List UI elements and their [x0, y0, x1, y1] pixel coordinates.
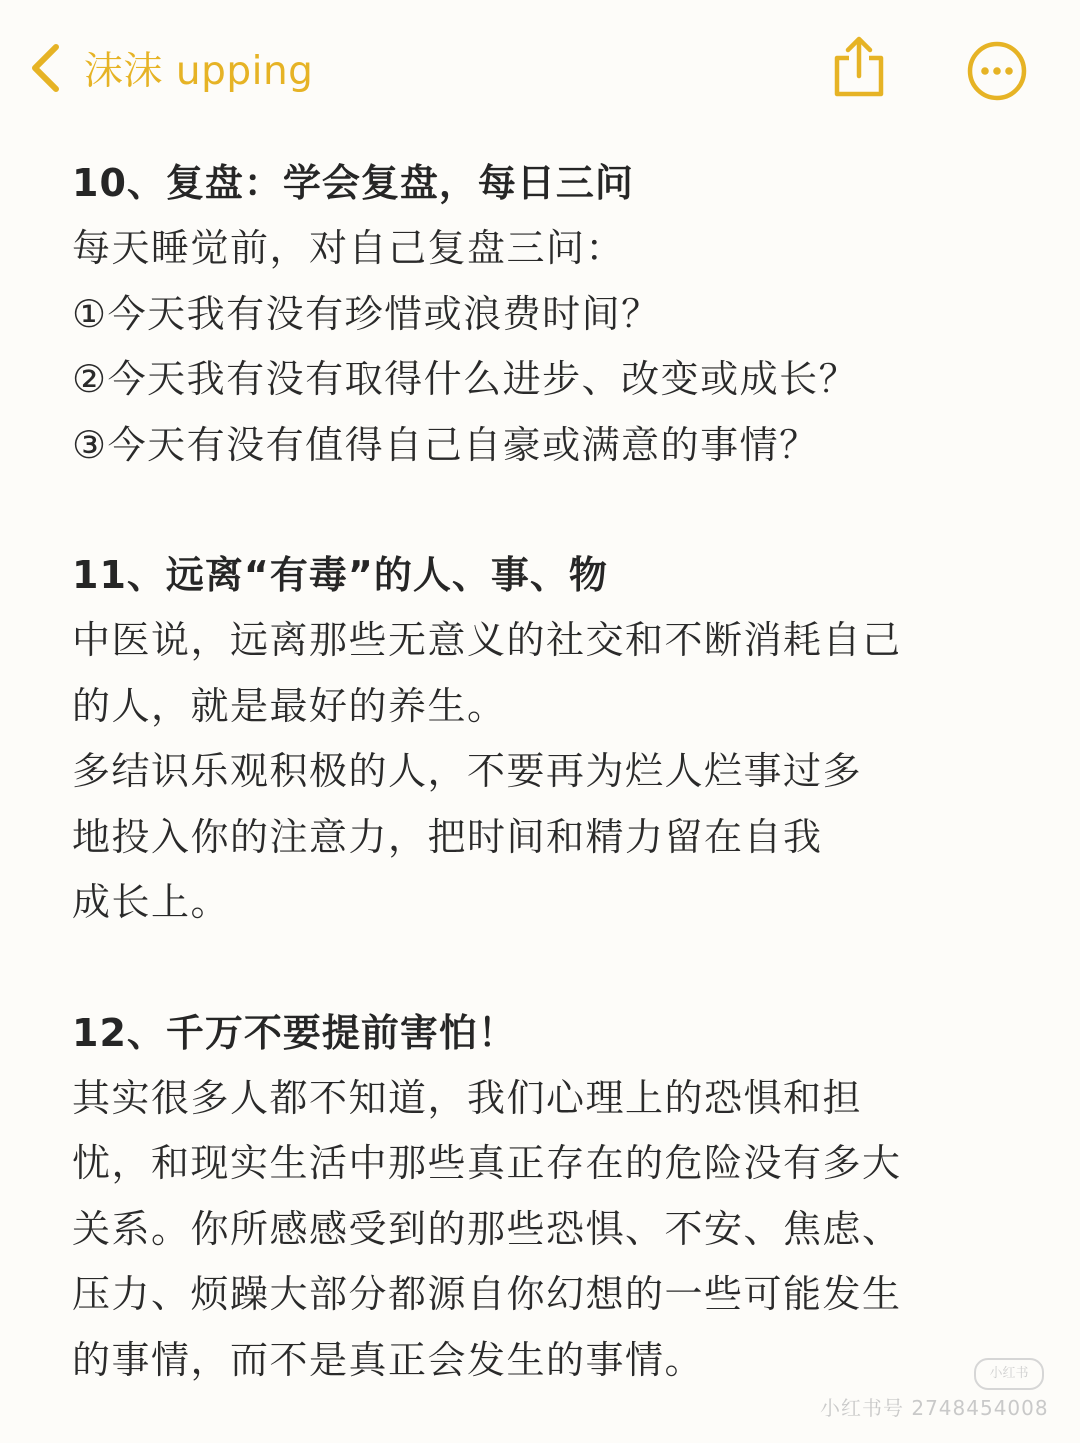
text-line: ①今天我有没有珍惜或浪费时间？	[72, 291, 661, 336]
text-line: 地投入你的注意力，把时间和精力留在自我	[72, 814, 823, 859]
text-line: 压力、烦躁大部分都源自你幻想的一些可能发生	[72, 1272, 902, 1316]
text-line: ②今天我有没有取得什么进步、改变或成长？	[72, 357, 859, 401]
more-button[interactable]	[966, 40, 1028, 102]
share-icon	[830, 85, 888, 104]
section-heading: 10、复盘：学会复盘，每日三问	[72, 161, 634, 205]
note-section-10	[72, 150, 1012, 478]
section-heading: 11、远离“有毒”的人、事、物	[72, 553, 608, 597]
text-line: 其实很多人都不知道，我们心理上的恐惧和担	[72, 1075, 863, 1120]
share-button[interactable]	[830, 34, 888, 100]
note-section-12	[72, 1000, 1012, 1394]
watermark-badge: 小红书	[974, 1358, 1044, 1390]
text-line: 成长上。	[72, 880, 231, 924]
chevron-left-icon	[28, 43, 62, 93]
note-section-11	[72, 542, 1012, 936]
text-line: ③今天有没有值得自己自豪或满意的事情？	[72, 422, 819, 467]
text-line: 的人，就是最好的养生。	[72, 683, 507, 728]
watermark-text: 小红书号 2748454008	[820, 1396, 1049, 1420]
text-line: 每天睡觉前，对自己复盘三问：	[72, 226, 626, 270]
back-button[interactable]	[28, 38, 313, 98]
text-line: 中医说，远离那些无意义的社交和不断消耗自己	[72, 618, 902, 662]
section-heading: 12、千万不要提前害怕！	[72, 1010, 517, 1055]
more-icon	[966, 87, 1028, 106]
note-content	[72, 150, 1012, 1393]
text-line: 的事情，而不是真正会发生的事情。	[72, 1337, 705, 1382]
text-line: 关系。你所感感受到的那些恐惧、不安、焦虑、	[72, 1206, 902, 1251]
back-label: 沫沫 upping	[84, 49, 314, 94]
text-line: 多结识乐观积极的人，不要再为烂人烂事过多	[72, 749, 863, 793]
top-nav-bar	[0, 0, 1080, 130]
text-line: 忧，和现实生活中那些真正存在的危险没有多大	[72, 1141, 902, 1185]
